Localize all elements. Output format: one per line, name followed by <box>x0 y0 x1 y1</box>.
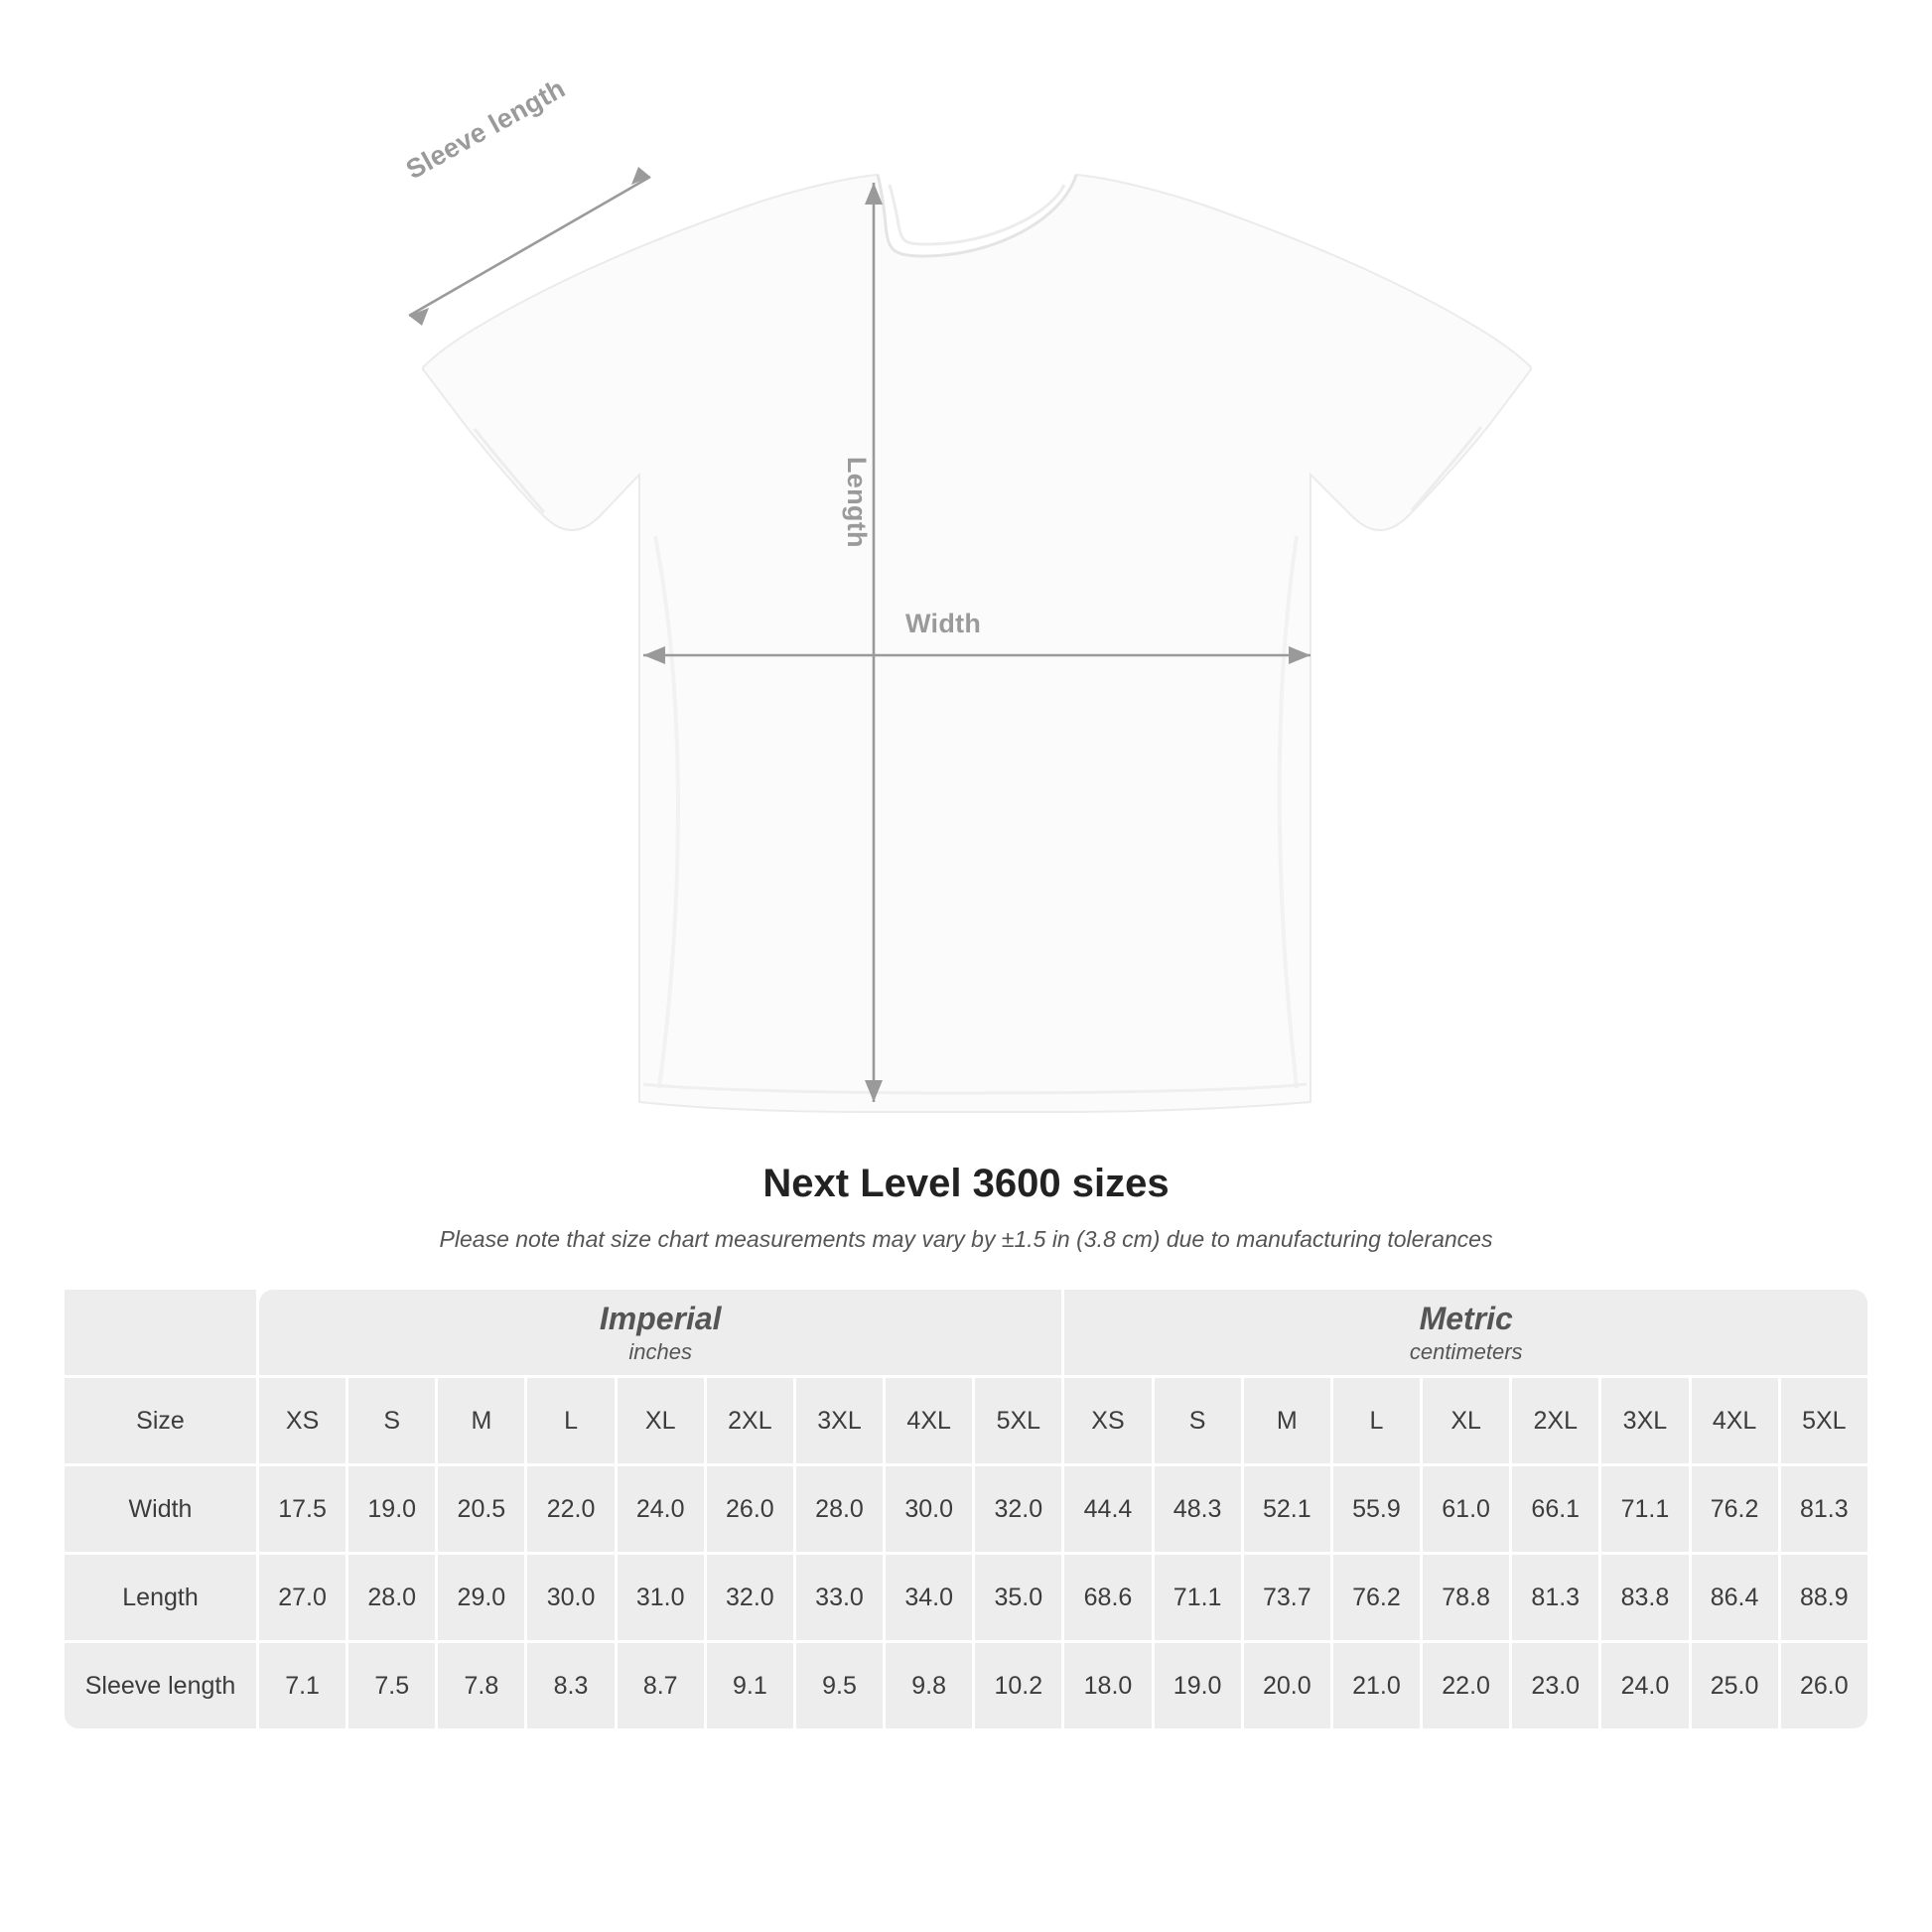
row-label-sleeve-length: Sleeve length <box>65 1643 256 1728</box>
table-cell: 25.0 <box>1692 1643 1778 1728</box>
unit-header-imperial <box>259 1290 1061 1375</box>
table-cell: 22.0 <box>527 1466 614 1552</box>
size-column-header: XL <box>618 1378 704 1463</box>
tolerance-note: Please note that size chart measurements may vary by ±1.5 in (3.8 cm) due to manufacturing tolerances <box>439 1226 1493 1252</box>
size-column-header: XL <box>1423 1378 1509 1463</box>
row-label-width: Width <box>65 1466 256 1552</box>
table-cell: 71.1 <box>1601 1466 1688 1552</box>
table-cell: 8.3 <box>527 1643 614 1728</box>
table-cell: 68.6 <box>1064 1555 1151 1640</box>
unit-subtitle: centimeters <box>1409 1338 1523 1364</box>
size-column-header: 2XL <box>707 1378 793 1463</box>
table-cell: 66.1 <box>1512 1466 1598 1552</box>
size-chart-table <box>62 1287 1870 1731</box>
table-cell: 81.3 <box>1781 1466 1867 1552</box>
table-cell: 30.0 <box>886 1466 972 1552</box>
size-column-header: L <box>527 1378 614 1463</box>
table-row <box>65 1466 1867 1552</box>
table-cell: 76.2 <box>1692 1466 1778 1552</box>
size-column-header: S <box>1155 1378 1241 1463</box>
size-row-label: Size <box>65 1378 256 1463</box>
table-cell: 20.5 <box>438 1466 524 1552</box>
size-column-header: 3XL <box>1601 1378 1688 1463</box>
table-cell: 10.2 <box>975 1643 1061 1728</box>
size-column-header: 3XL <box>796 1378 883 1463</box>
table-cell: 81.3 <box>1512 1555 1598 1640</box>
table-cell: 31.0 <box>618 1555 704 1640</box>
table-cell: 9.8 <box>886 1643 972 1728</box>
table-cell: 7.5 <box>348 1643 435 1728</box>
table-cell: 19.0 <box>348 1466 435 1552</box>
table-cell: 27.0 <box>259 1555 345 1640</box>
size-column-header: M <box>438 1378 524 1463</box>
table-cell: 30.0 <box>527 1555 614 1640</box>
size-column-header: 5XL <box>975 1378 1061 1463</box>
table-cell: 19.0 <box>1155 1643 1241 1728</box>
table-cell: 61.0 <box>1423 1466 1509 1552</box>
length-dimension-label: Length <box>842 457 872 548</box>
table-cell: 24.0 <box>1601 1643 1688 1728</box>
size-table-wrapper <box>62 1287 1870 1731</box>
size-column-header: 4XL <box>1692 1378 1778 1463</box>
unit-header-metric <box>1064 1290 1867 1375</box>
size-column-header: 5XL <box>1781 1378 1867 1463</box>
size-column-header: 2XL <box>1512 1378 1598 1463</box>
page-title: Next Level 3600 sizes <box>762 1162 1170 1205</box>
size-column-header: XS <box>259 1378 345 1463</box>
table-cell: 35.0 <box>975 1555 1061 1640</box>
table-cell: 48.3 <box>1155 1466 1241 1552</box>
table-cell: 52.1 <box>1244 1466 1330 1552</box>
unit-name: Imperial <box>599 1300 722 1336</box>
table-cell: 23.0 <box>1512 1643 1598 1728</box>
table-cell: 78.8 <box>1423 1555 1509 1640</box>
table-cell: 33.0 <box>796 1555 883 1640</box>
table-cell: 18.0 <box>1064 1643 1151 1728</box>
table-cell: 8.7 <box>618 1643 704 1728</box>
size-column-header: XS <box>1064 1378 1151 1463</box>
table-row <box>65 1643 1867 1728</box>
table-cell: 34.0 <box>886 1555 972 1640</box>
size-column-header: L <box>1333 1378 1420 1463</box>
unit-name: Metric <box>1419 1300 1513 1336</box>
table-cell: 20.0 <box>1244 1643 1330 1728</box>
size-column-header: S <box>348 1378 435 1463</box>
table-cell: 76.2 <box>1333 1555 1420 1640</box>
table-cell: 9.1 <box>707 1643 793 1728</box>
size-header-row <box>65 1378 1867 1463</box>
table-cell: 29.0 <box>438 1555 524 1640</box>
size-column-header: 4XL <box>886 1378 972 1463</box>
unit-header-row <box>65 1290 1867 1375</box>
title-block <box>0 1162 1932 1253</box>
table-cell: 22.0 <box>1423 1643 1509 1728</box>
table-cell: 9.5 <box>796 1643 883 1728</box>
table-cell: 73.7 <box>1244 1555 1330 1640</box>
table-row <box>65 1555 1867 1640</box>
size-column-header: M <box>1244 1378 1330 1463</box>
table-cell: 7.1 <box>259 1643 345 1728</box>
table-cell: 28.0 <box>348 1555 435 1640</box>
table-cell: 88.9 <box>1781 1555 1867 1640</box>
table-cell: 32.0 <box>975 1466 1061 1552</box>
table-cell: 21.0 <box>1333 1643 1420 1728</box>
row-label-length: Length <box>65 1555 256 1640</box>
table-corner-cell <box>65 1290 256 1375</box>
table-cell: 26.0 <box>707 1466 793 1552</box>
table-cell: 32.0 <box>707 1555 793 1640</box>
table-cell: 24.0 <box>618 1466 704 1552</box>
table-cell: 28.0 <box>796 1466 883 1552</box>
unit-subtitle: inches <box>628 1338 692 1364</box>
width-dimension-label: Width <box>905 609 982 638</box>
table-cell: 26.0 <box>1781 1643 1867 1728</box>
table-cell: 71.1 <box>1155 1555 1241 1640</box>
table-cell: 7.8 <box>438 1643 524 1728</box>
table-cell: 83.8 <box>1601 1555 1688 1640</box>
table-cell: 17.5 <box>259 1466 345 1552</box>
table-cell: 55.9 <box>1333 1466 1420 1552</box>
sleeve-length-dimension-label: Sleeve length <box>401 72 571 186</box>
table-cell: 44.4 <box>1064 1466 1151 1552</box>
table-cell: 86.4 <box>1692 1555 1778 1640</box>
